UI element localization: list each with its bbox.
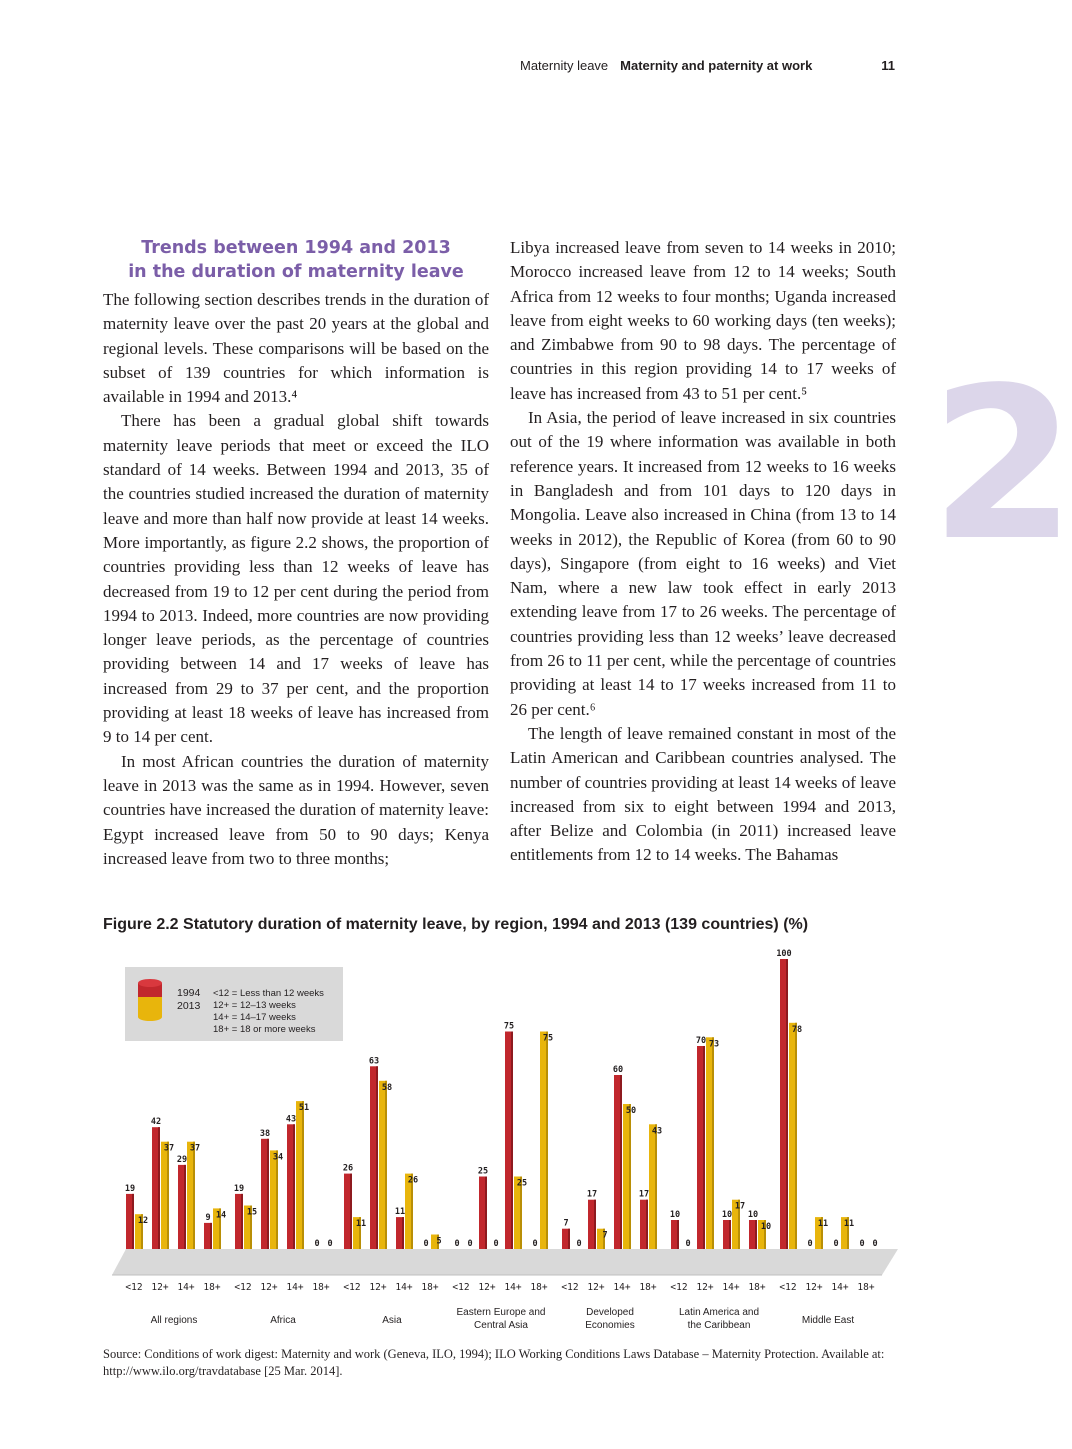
group-label: Latin America and: [678, 1307, 760, 1318]
data-label-1994: 17: [638, 1189, 650, 1200]
legend-definition: 14+ = 14–17 weeks: [213, 1012, 296, 1023]
data-label-1994: 0: [859, 1239, 865, 1249]
section-title-line1: Trends between 1994 and 2013: [141, 238, 451, 258]
category-tick-label: <12: [343, 1282, 361, 1293]
group-label: the Caribbean: [687, 1320, 751, 1331]
data-label-1994: 9: [205, 1212, 211, 1223]
group-label: Developed: [586, 1307, 634, 1318]
bar-1994-shade: [786, 959, 788, 1249]
category-tick-label: 12+: [805, 1282, 823, 1293]
group-label: Middle East: [801, 1315, 855, 1326]
data-label-2013: 75: [542, 1033, 554, 1044]
data-label-1994: 26: [342, 1163, 354, 1174]
bar-2013-shade: [546, 1032, 548, 1250]
legend-definition: <12 = Less than 12 weeks: [213, 988, 324, 999]
category-tick-label: 14+: [177, 1282, 195, 1293]
header-title: Maternity and paternity at work: [620, 58, 813, 73]
category-tick-label: 14+: [722, 1282, 740, 1293]
data-label-1994: 19: [124, 1183, 136, 1194]
chart-floor: [112, 1249, 898, 1275]
data-label-2013: 37: [163, 1143, 175, 1154]
data-label-1994: 0: [454, 1239, 460, 1249]
data-label-2013: 34: [272, 1152, 284, 1163]
data-label-2013: 12: [137, 1216, 149, 1227]
category-tick-label: 18+: [748, 1282, 766, 1293]
category-tick-label: 14+: [613, 1282, 631, 1293]
category-tick-label: 14+: [831, 1282, 849, 1293]
section-title: [103, 236, 489, 284]
data-label-2013: 51: [298, 1103, 310, 1114]
data-label-1994: 75: [503, 1021, 515, 1032]
data-label-2013: 0: [467, 1239, 473, 1249]
group-label: Africa: [270, 1315, 296, 1326]
data-label-2013: 11: [355, 1219, 367, 1230]
category-tick-label: <12: [670, 1282, 688, 1293]
category-tick-label: 12+: [696, 1282, 714, 1293]
data-label-2013: 11: [817, 1219, 829, 1230]
data-label-2013: 78: [791, 1024, 803, 1035]
data-label-1994: 63: [368, 1056, 380, 1067]
data-label-1994: 0: [833, 1239, 839, 1249]
bar-1994-shade: [485, 1177, 487, 1250]
figure-caption: Figure 2.2 Statutory duration of maternity leave, by region, 1994 and 2013 (139 countries) (%): [103, 916, 809, 933]
data-label-2013: 17: [734, 1201, 746, 1212]
paragraph: The length of leave remained constant in most of the Latin American and Caribbean countries analysed. The number of countries providing at least 14 weeks of leave increased from six to eight between 1994 and 2013, after Belize and Colombia (in 2011) increased leave entitlements from 12 to 14 weeks. The Bahamas: [510, 723, 896, 865]
group-label: Asia: [382, 1315, 402, 1326]
bar-2013-shade: [795, 1023, 797, 1249]
data-label-1994: 70: [695, 1036, 707, 1046]
data-label-2013: 37: [189, 1143, 201, 1154]
paragraph: The following section describes trends in the duration of maternity leave over the past 20 years at the global and regional levels. These comparisons will be based on the subset of 139 countries for which information is available in 1994 and 2013.⁴: [103, 290, 489, 407]
category-tick-label: 12+: [369, 1282, 387, 1293]
category-tick-label: 14+: [286, 1282, 304, 1293]
data-label-1994: 0: [532, 1239, 538, 1249]
data-label-2013: 43: [651, 1126, 663, 1137]
data-label-2013: 10: [760, 1222, 772, 1232]
bar-1994-shade: [132, 1194, 134, 1249]
bar-2013-shade: [276, 1150, 278, 1249]
bar-2013-shade: [167, 1142, 169, 1249]
page-number: 11: [881, 58, 895, 73]
category-tick-label: 14+: [395, 1282, 413, 1293]
running-header: [520, 58, 895, 73]
bar-2013-shade: [193, 1142, 195, 1249]
bar-2013-shade: [655, 1124, 657, 1249]
data-label-1994: 25: [477, 1166, 489, 1177]
group-label: All regions: [150, 1315, 198, 1326]
paragraph: There has been a gradual global shift towards maternity leave periods that meet or exceed the ILO standard of 14 weeks. Between 1994 and 2013, 35 of the countries studied increased the duration of maternity leave and more than half now provide at least 14 weeks. More importantly, as figure 2.2 shows, the proportion of countries providing less than 12 weeks of leave has decreased from 19 to 12 per cent during the period from 1994 to 2013. Indeed, more countries are now providing longer leave periods, as the percentage of countries providing between 14 and 17 weeks of leave has increased from 29 to 37 per cent, and the proportion providing at least 18 weeks of leave has increased from 9 to 14 per cent.: [103, 411, 489, 747]
section-title-line2: in the duration of maternity leave: [128, 262, 464, 282]
bar-1994-shade: [646, 1200, 648, 1249]
data-label-1994: 10: [721, 1210, 733, 1220]
paragraph: In Asia, the period of leave increased in six countries out of the 19 where information was available in both reference years. It increased from 12 weeks to 16 weeks in Bangladesh and from 101 days to 120 days in Mongolia. Leave also increased in China (from 13 to 14 weeks in 2012), the Republic of Korea (from 60 to 90 days), Singapore (from eight to 16 weeks) and Viet Nam, where a new law took effect in early 2013 extending leave from 17 to 26 weeks. The percentage of countries providing less than 12 weeks’ leave decreased from 26 to 11 per cent, while the percentage of countries providing at least 14 to 17 weeks increased from 11 to 26 per cent.⁶: [510, 408, 896, 719]
legend-label-1994: 1994: [177, 987, 201, 999]
bar-1994-shade: [511, 1032, 513, 1250]
category-tick-label: <12: [779, 1282, 797, 1293]
category-tick-label: 12+: [587, 1282, 605, 1293]
bar-1994-shade: [158, 1127, 160, 1249]
category-tick-label: 18+: [312, 1282, 330, 1293]
data-label-2013: 0: [493, 1239, 499, 1249]
category-tick-label: <12: [452, 1282, 470, 1293]
source-note: Source: Conditions of work digest: Maternity and work (Geneva, ILO, 1994); ILO Working Conditions Laws Database – Maternity Protection. Available at: http://www.ilo.org/travdatabase [25 Mar. 2014].: [103, 1347, 885, 1378]
category-tick-label: 18+: [639, 1282, 657, 1293]
bar-1994-shade: [376, 1066, 378, 1249]
data-label-1994: 60: [612, 1065, 624, 1075]
data-label-2013: 0: [872, 1239, 878, 1249]
category-tick-label: <12: [234, 1282, 252, 1293]
group-label: Central Asia: [474, 1320, 528, 1331]
header-section: Maternity leave: [520, 58, 609, 73]
category-tick-label: 18+: [857, 1282, 875, 1293]
data-label-2013: 73: [708, 1039, 720, 1050]
bar-1994-shade: [703, 1046, 705, 1249]
bar-1994-shade: [594, 1200, 596, 1249]
category-tick-label: 14+: [504, 1282, 522, 1293]
category-tick-label: 18+: [421, 1282, 439, 1293]
data-label-2013: 0: [685, 1239, 691, 1249]
data-label-1994: 42: [150, 1117, 162, 1128]
legend-swatch-bottom: [138, 1013, 162, 1021]
bar-1994-shade: [267, 1139, 269, 1249]
data-label-1994: 0: [314, 1239, 320, 1249]
data-label-2013: 50: [625, 1106, 637, 1116]
category-tick-label: <12: [125, 1282, 143, 1293]
bar-1994-shade: [620, 1075, 622, 1249]
legend-definition: 12+ = 12–13 weeks: [213, 1000, 296, 1011]
data-label-1994: 11: [394, 1207, 406, 1218]
data-label-2013: 7: [602, 1230, 608, 1241]
data-label-2013: 14: [215, 1210, 227, 1221]
group-label: Economies: [585, 1320, 635, 1331]
data-label-1994: 0: [423, 1239, 429, 1249]
bar-1994-shade: [210, 1223, 212, 1249]
data-label-1994: 17: [586, 1189, 598, 1200]
data-label-1994: 0: [807, 1239, 813, 1249]
bar-1994-shade: [184, 1165, 186, 1249]
group-label: Eastern Europe and: [456, 1307, 546, 1318]
bar-1994-shade: [241, 1194, 243, 1249]
bar-1994-shade: [755, 1220, 757, 1249]
category-tick-label: 18+: [530, 1282, 548, 1293]
paragraph: In most African countries the duration of maternity leave in 2013 was the same as in 1994. However, seven countries have increased the duration of maternity leave: Egypt increased leave from 50 to 90 days; Kenya increased leave from two to three months;: [103, 751, 489, 868]
data-label-1994: 19: [233, 1183, 245, 1194]
data-label-1994: 10: [747, 1210, 759, 1220]
data-label-2013: 11: [843, 1219, 855, 1230]
data-label-2013: 25: [516, 1178, 528, 1189]
bar-2013-shade: [712, 1037, 714, 1249]
data-label-2013: 15: [246, 1207, 258, 1218]
bar-1994-shade: [729, 1220, 731, 1249]
category-tick-label: 18+: [203, 1282, 221, 1293]
category-tick-label: 12+: [260, 1282, 278, 1293]
data-label-2013: 58: [381, 1082, 393, 1093]
right-column: [510, 236, 896, 868]
bar-1994-shade: [677, 1220, 679, 1249]
bar-1994-shade: [402, 1217, 404, 1249]
bar-2013-shade: [302, 1101, 304, 1249]
data-label-2013: 0: [327, 1239, 333, 1249]
data-label-2013: 5: [436, 1236, 442, 1247]
data-label-2013: 26: [407, 1175, 419, 1186]
data-label-1994: 43: [285, 1114, 297, 1125]
bar-1994-shade: [293, 1124, 295, 1249]
left-column: [103, 236, 489, 871]
data-label-1994: 38: [259, 1128, 271, 1139]
category-tick-label: <12: [561, 1282, 579, 1293]
legend-definition: 18+ = 18 or more weeks: [213, 1024, 316, 1035]
category-tick-label: 12+: [478, 1282, 496, 1293]
bar-2013-shade: [629, 1104, 631, 1249]
data-label-1994: 29: [176, 1154, 188, 1165]
paragraph: Libya increased leave from seven to 14 weeks in 2010; Morocco increased leave from 12 to 14 weeks; South Africa from 12 weeks to four months; Uganda increased leave from eight weeks to 60 working days (ten weeks); and Zimbabwe from 90 to 98 days. The percentage of countries in this region providing 14 to 17 weeks of leave has increased from 43 to 51 per cent.⁵: [510, 238, 896, 403]
legend-label-2013: 2013: [177, 1000, 201, 1012]
chapter-number: 2: [930, 342, 1072, 587]
category-tick-label: 12+: [151, 1282, 169, 1293]
bar-2013-shade: [385, 1081, 387, 1249]
data-label-2013: 0: [576, 1239, 582, 1249]
data-label-1994: 7: [563, 1218, 569, 1229]
bar-1994-shade: [350, 1174, 352, 1249]
data-label-1994: 10: [669, 1210, 681, 1220]
data-label-1994: 100: [776, 949, 792, 959]
bar-1994-shade: [568, 1229, 570, 1249]
maternity-leave-bar-chart: [100, 945, 900, 1331]
legend-swatch-top: [138, 979, 162, 987]
